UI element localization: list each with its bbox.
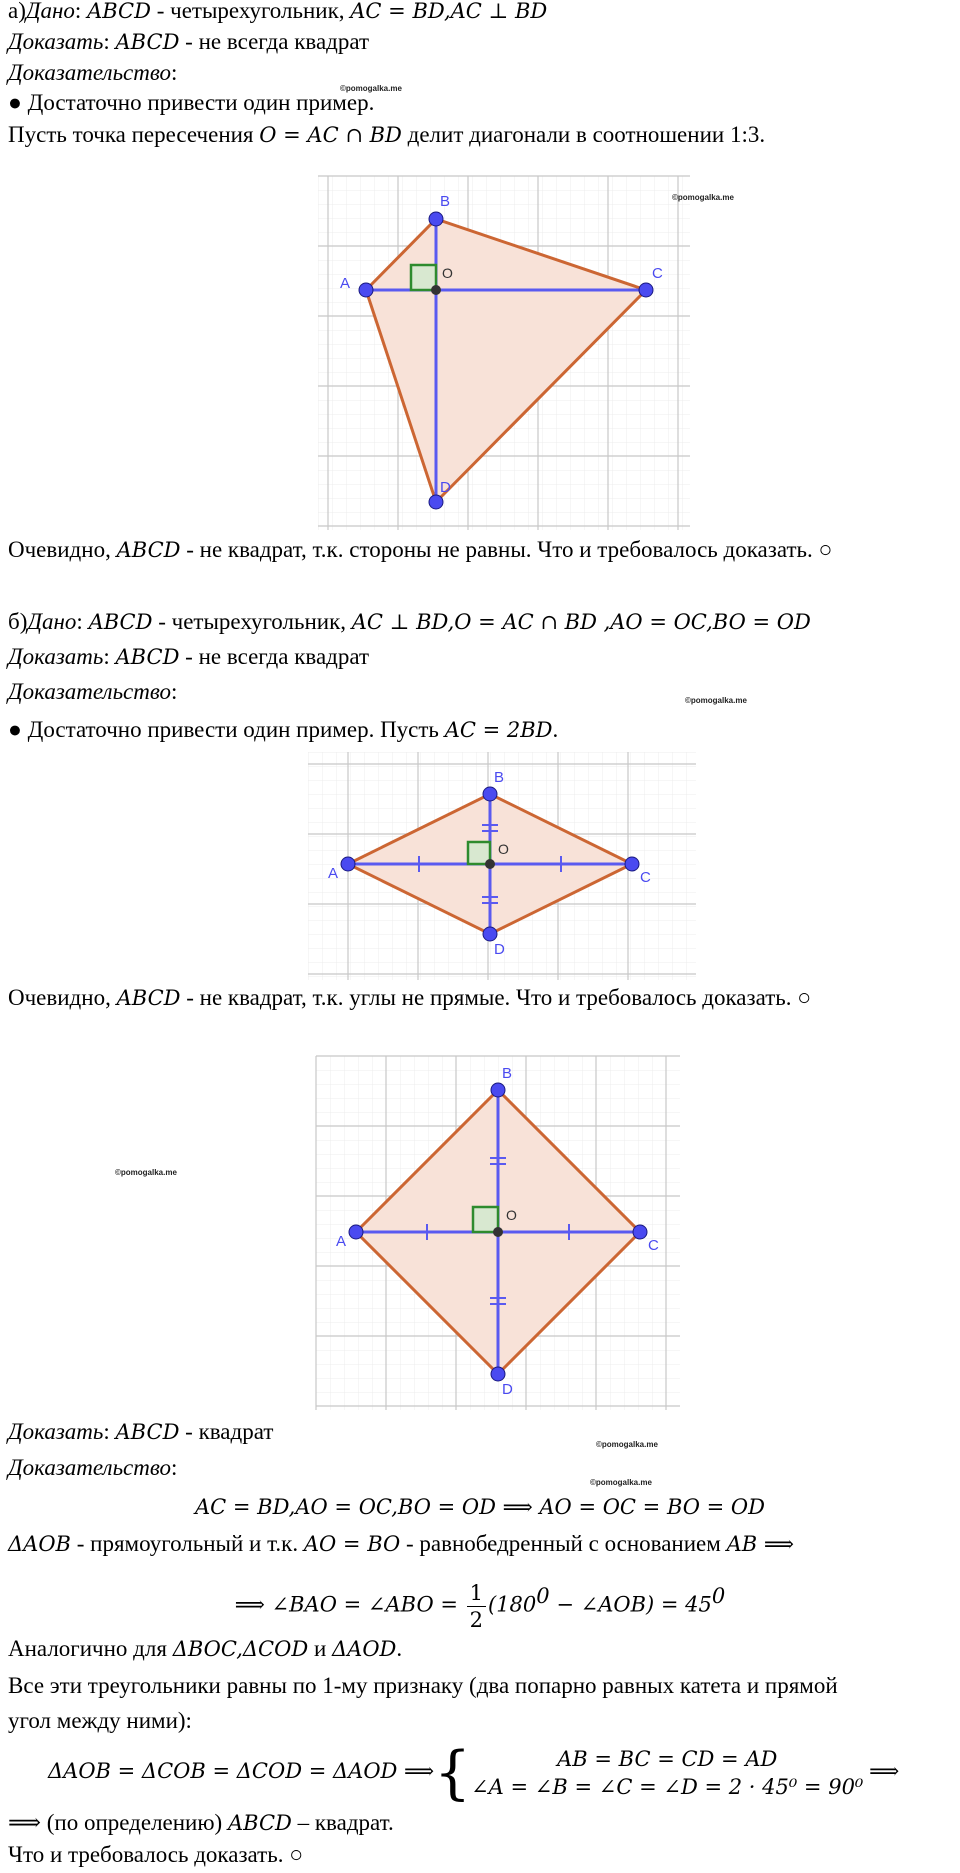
watermark: ©pomogalka.me <box>115 1168 177 1177</box>
part-b-conclusion: Очевидно, ABCD - не квадрат, т.к. углы не прямые. Что и требовалось доказать. ○ <box>8 985 812 1010</box>
part-b-given: б)Дано: ABCD - четырехугольник, AC ⊥ BD,O = AC ∩ BD ,AO = OC,BO = OD <box>8 609 811 634</box>
triangle-aob-line: ΔAOB - прямоугольный и т.к. AO = BO - равнобедренный с основанием AB ⟹ <box>8 1531 794 1556</box>
label-b: B <box>440 193 451 210</box>
part-b-bullet: ● Достаточно привести один пример. Пусть AC = 2BD. <box>8 717 559 742</box>
point-a <box>359 283 373 297</box>
part-b-proof-label: Доказательство: <box>8 679 178 704</box>
label-d: D <box>440 479 451 496</box>
equation-1: AC = BD,AO = OC,BO = OD ⟹ AO = OC = BO = OD <box>194 1495 765 1519</box>
part-c-prove: Доказать: ABCD - квадрат <box>8 1419 274 1444</box>
label-o: O <box>498 841 509 857</box>
equal-triangles-line-1: Все эти треугольники равны по 1-му признаку (два попарно равных катета и прямой <box>8 1673 838 1698</box>
point-c <box>639 283 653 297</box>
point-a <box>341 857 355 871</box>
part-a-given: а)Дано: ABCD - четырехугольник, AC = BD,AC ⊥ BD <box>8 0 548 23</box>
equation-2: ⟹ ∠BAO = ∠ABO = $\frac{1}{2}$ ($180^0$ − ∠AOB) = $45^0$ <box>234 1580 726 1632</box>
system-rows: AB = BC = CD = AD ∠A = ∠B = ∠C = ∠D = 2 · 45⁰ = 90⁰ <box>471 1746 864 1799</box>
final-line: Что и требовалось доказать. ○ <box>8 1842 304 1867</box>
label-a: A <box>336 1233 347 1250</box>
part-a-bullet: ● Достаточно привести один пример. <box>8 90 375 115</box>
label-o: O <box>442 265 453 281</box>
label-d: D <box>502 1381 513 1398</box>
fraction-one-half: $\frac{1}{2}$ <box>467 1580 486 1633</box>
watermark: ©pomogalka.me <box>590 1478 652 1487</box>
point-a <box>349 1225 363 1239</box>
point-b <box>483 787 497 801</box>
point-d <box>491 1367 505 1381</box>
point-d <box>483 927 497 941</box>
system-equation: ΔAOB = ΔCOB = ΔCOD = ΔAOD ⟹{ AB = BC = CD = AD ∠A = ∠B = ∠C = ∠D = 2 · 45⁰ = 90⁰ ⟹ <box>48 1738 900 1807</box>
watermark: ©pomogalka.me <box>685 696 747 705</box>
analog-line: Аналогично для ΔBOC,ΔCOD и ΔAOD. <box>8 1636 403 1661</box>
point-c <box>625 857 639 871</box>
point-o <box>431 285 441 295</box>
label-a: A <box>328 865 339 882</box>
part-a-let: Пусть точка пересечения O = AC ∩ BD делит диагонали в соотношении 1:3. <box>8 122 766 147</box>
point-b <box>429 212 443 226</box>
part-a-conclusion: Очевидно, ABCD - не квадрат, т.к. стороны не равны. Что и требовалось доказать. ○ <box>8 537 833 562</box>
part-a-prove: Доказать: ABCD - не всегда квадрат <box>8 29 370 54</box>
figure-b <box>308 752 696 980</box>
watermark: ©pomogalka.me <box>672 193 734 202</box>
watermark: ©pomogalka.me <box>340 84 402 93</box>
point-o <box>485 859 495 869</box>
right-angle-mark <box>473 1207 498 1232</box>
label-c: C <box>648 1237 659 1254</box>
label-b: B <box>502 1065 513 1082</box>
label-o: O <box>506 1207 517 1223</box>
part-b-prove: Доказать: ABCD - не всегда квадрат <box>8 644 370 669</box>
definition-line: ⟹ (по определению) ABCD – квадрат. <box>8 1810 394 1835</box>
label-b: B <box>494 769 505 786</box>
point-o <box>493 1227 503 1237</box>
figure-c <box>316 1056 680 1410</box>
label-c: C <box>640 869 651 886</box>
point-c <box>633 1225 647 1239</box>
right-angle-mark <box>411 265 436 290</box>
point-b <box>491 1083 505 1097</box>
label-d: D <box>494 941 505 958</box>
point-d <box>429 495 443 509</box>
part-c-proof-label: Доказательство: <box>8 1455 178 1480</box>
watermark: ©pomogalka.me <box>596 1440 658 1449</box>
label-a: A <box>340 275 351 292</box>
figure-a <box>318 176 734 530</box>
equal-triangles-line-2: угол между ними): <box>8 1708 192 1733</box>
part-a-proof-label: Доказательство: <box>8 60 178 85</box>
label-c: C <box>652 265 663 282</box>
